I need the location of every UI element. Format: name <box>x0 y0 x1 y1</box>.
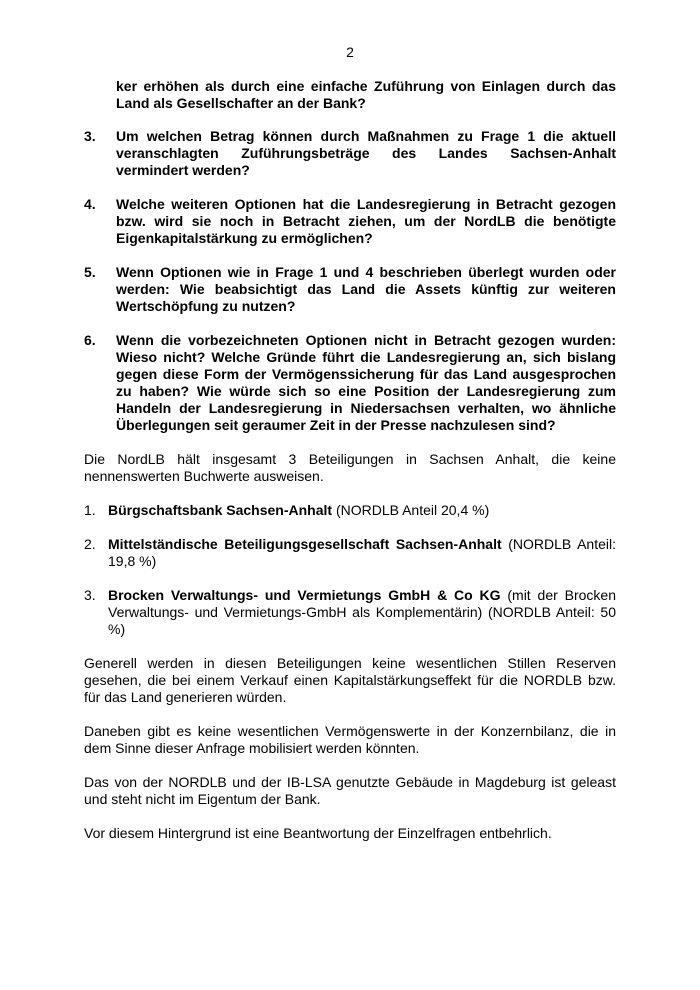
holding-text <box>108 536 616 570</box>
question-text: Um welchen Betrag können durch Maßnahmen zu Frage 1 die aktuell veranschlagten Zuführungsbeträge des Landes Sachsen-Anhalt vermindert werden? <box>116 128 616 178</box>
holding-number: 1. <box>84 502 96 518</box>
question-item <box>84 264 616 315</box>
question-item <box>84 332 616 434</box>
holding-item <box>84 536 616 570</box>
question-item <box>84 128 616 179</box>
body-paragraph: Vor diesem Hintergrund ist eine Beantwortung der Einzelfragen entbehrlich. <box>84 825 552 841</box>
body-paragraph: Generell werden in diesen Beteiligungen keine wesentlichen Stillen Reserven gesehen, die bei einem Verkauf einen Kapitalstärkungseffekt für die NORDLB bzw. für das Land generieren würden. <box>84 655 616 705</box>
holding-item <box>84 502 616 519</box>
question-number: 4. <box>84 196 96 212</box>
holding-name: Mittelständische Beteiligungsgesellschaft Sachsen-Anhalt <box>108 536 502 552</box>
question-continuation: ker erhöhen als durch eine einfache Zuführung von Einlagen durch das Land als Gesellschafter an der Bank? <box>116 78 616 111</box>
holding-item <box>84 587 616 638</box>
question-number: 6. <box>84 332 96 348</box>
intro-paragraph: Die NordLB hält insgesamt 3 Beteiligungen in Sachsen Anhalt, die keine nennenswerten Buchwerte ausweisen. <box>84 451 616 484</box>
holding-detail: (NORDLB Anteil: 19,8 %) <box>108 536 616 569</box>
holding-detail: (NORDLB Anteil 20,4 %) <box>332 502 490 518</box>
holding-number: 3. <box>84 587 96 603</box>
page-number: 2 <box>346 44 354 60</box>
holding-text <box>108 587 616 638</box>
question-text: Wenn Optionen wie in Frage 1 und 4 beschrieben überlegt wurden oder werden: Wie beabsichtigt das Land die Assets künftig zur weiteren Wertschöpfung zu nutzen? <box>116 264 616 314</box>
holding-text <box>108 502 616 519</box>
question-text: Welche weiteren Optionen hat die Landesregierung in Betracht gezogen bzw. wird sie noch in Betracht ziehen, um der NordLB die benötigte Eigenkapitalstärkung zu ermöglichen? <box>116 196 616 246</box>
document-body <box>84 78 616 859</box>
holding-detail: (mit der Brocken Verwaltungs- und Vermietungs-GmbH als Komplementärin) (NORDLB Anteil: 50 %) <box>108 587 616 637</box>
holding-number: 2. <box>84 536 96 552</box>
body-paragraph: Das von der NORDLB und der IB-LSA genutzte Gebäude in Magdeburg ist geleast und steht nicht im Eigentum der Bank. <box>84 774 616 807</box>
holding-name: Brocken Verwaltungs- und Vermietungs GmbH & Co KG <box>108 587 501 603</box>
body-paragraph: Daneben gibt es keine wesentlichen Vermögenswerte in der Konzernbilanz, die in dem Sinne dieser Anfrage mobilisiert werden könnten. <box>84 723 616 756</box>
question-text: Wenn die vorbezeichneten Optionen nicht in Betracht gezogen wurden: Wieso nicht? Welche Gründe führt die Landesregierung an, sich bislang gegen diese Form der Vermögenssicherung für das Land ausgesprochen zu haben? Wie würde sich so eine Position der Landesregierung zum Handeln der Landesregierung in Niedersachsen verhalten, wo ähnliche Überlegungen seit geraumer Zeit in der Presse nachzulesen sind? <box>116 332 616 433</box>
question-number: 5. <box>84 264 96 280</box>
question-number: 3. <box>84 128 96 144</box>
question-item <box>84 196 616 247</box>
holding-name: Bürgschaftsbank Sachsen-Anhalt <box>108 502 333 518</box>
